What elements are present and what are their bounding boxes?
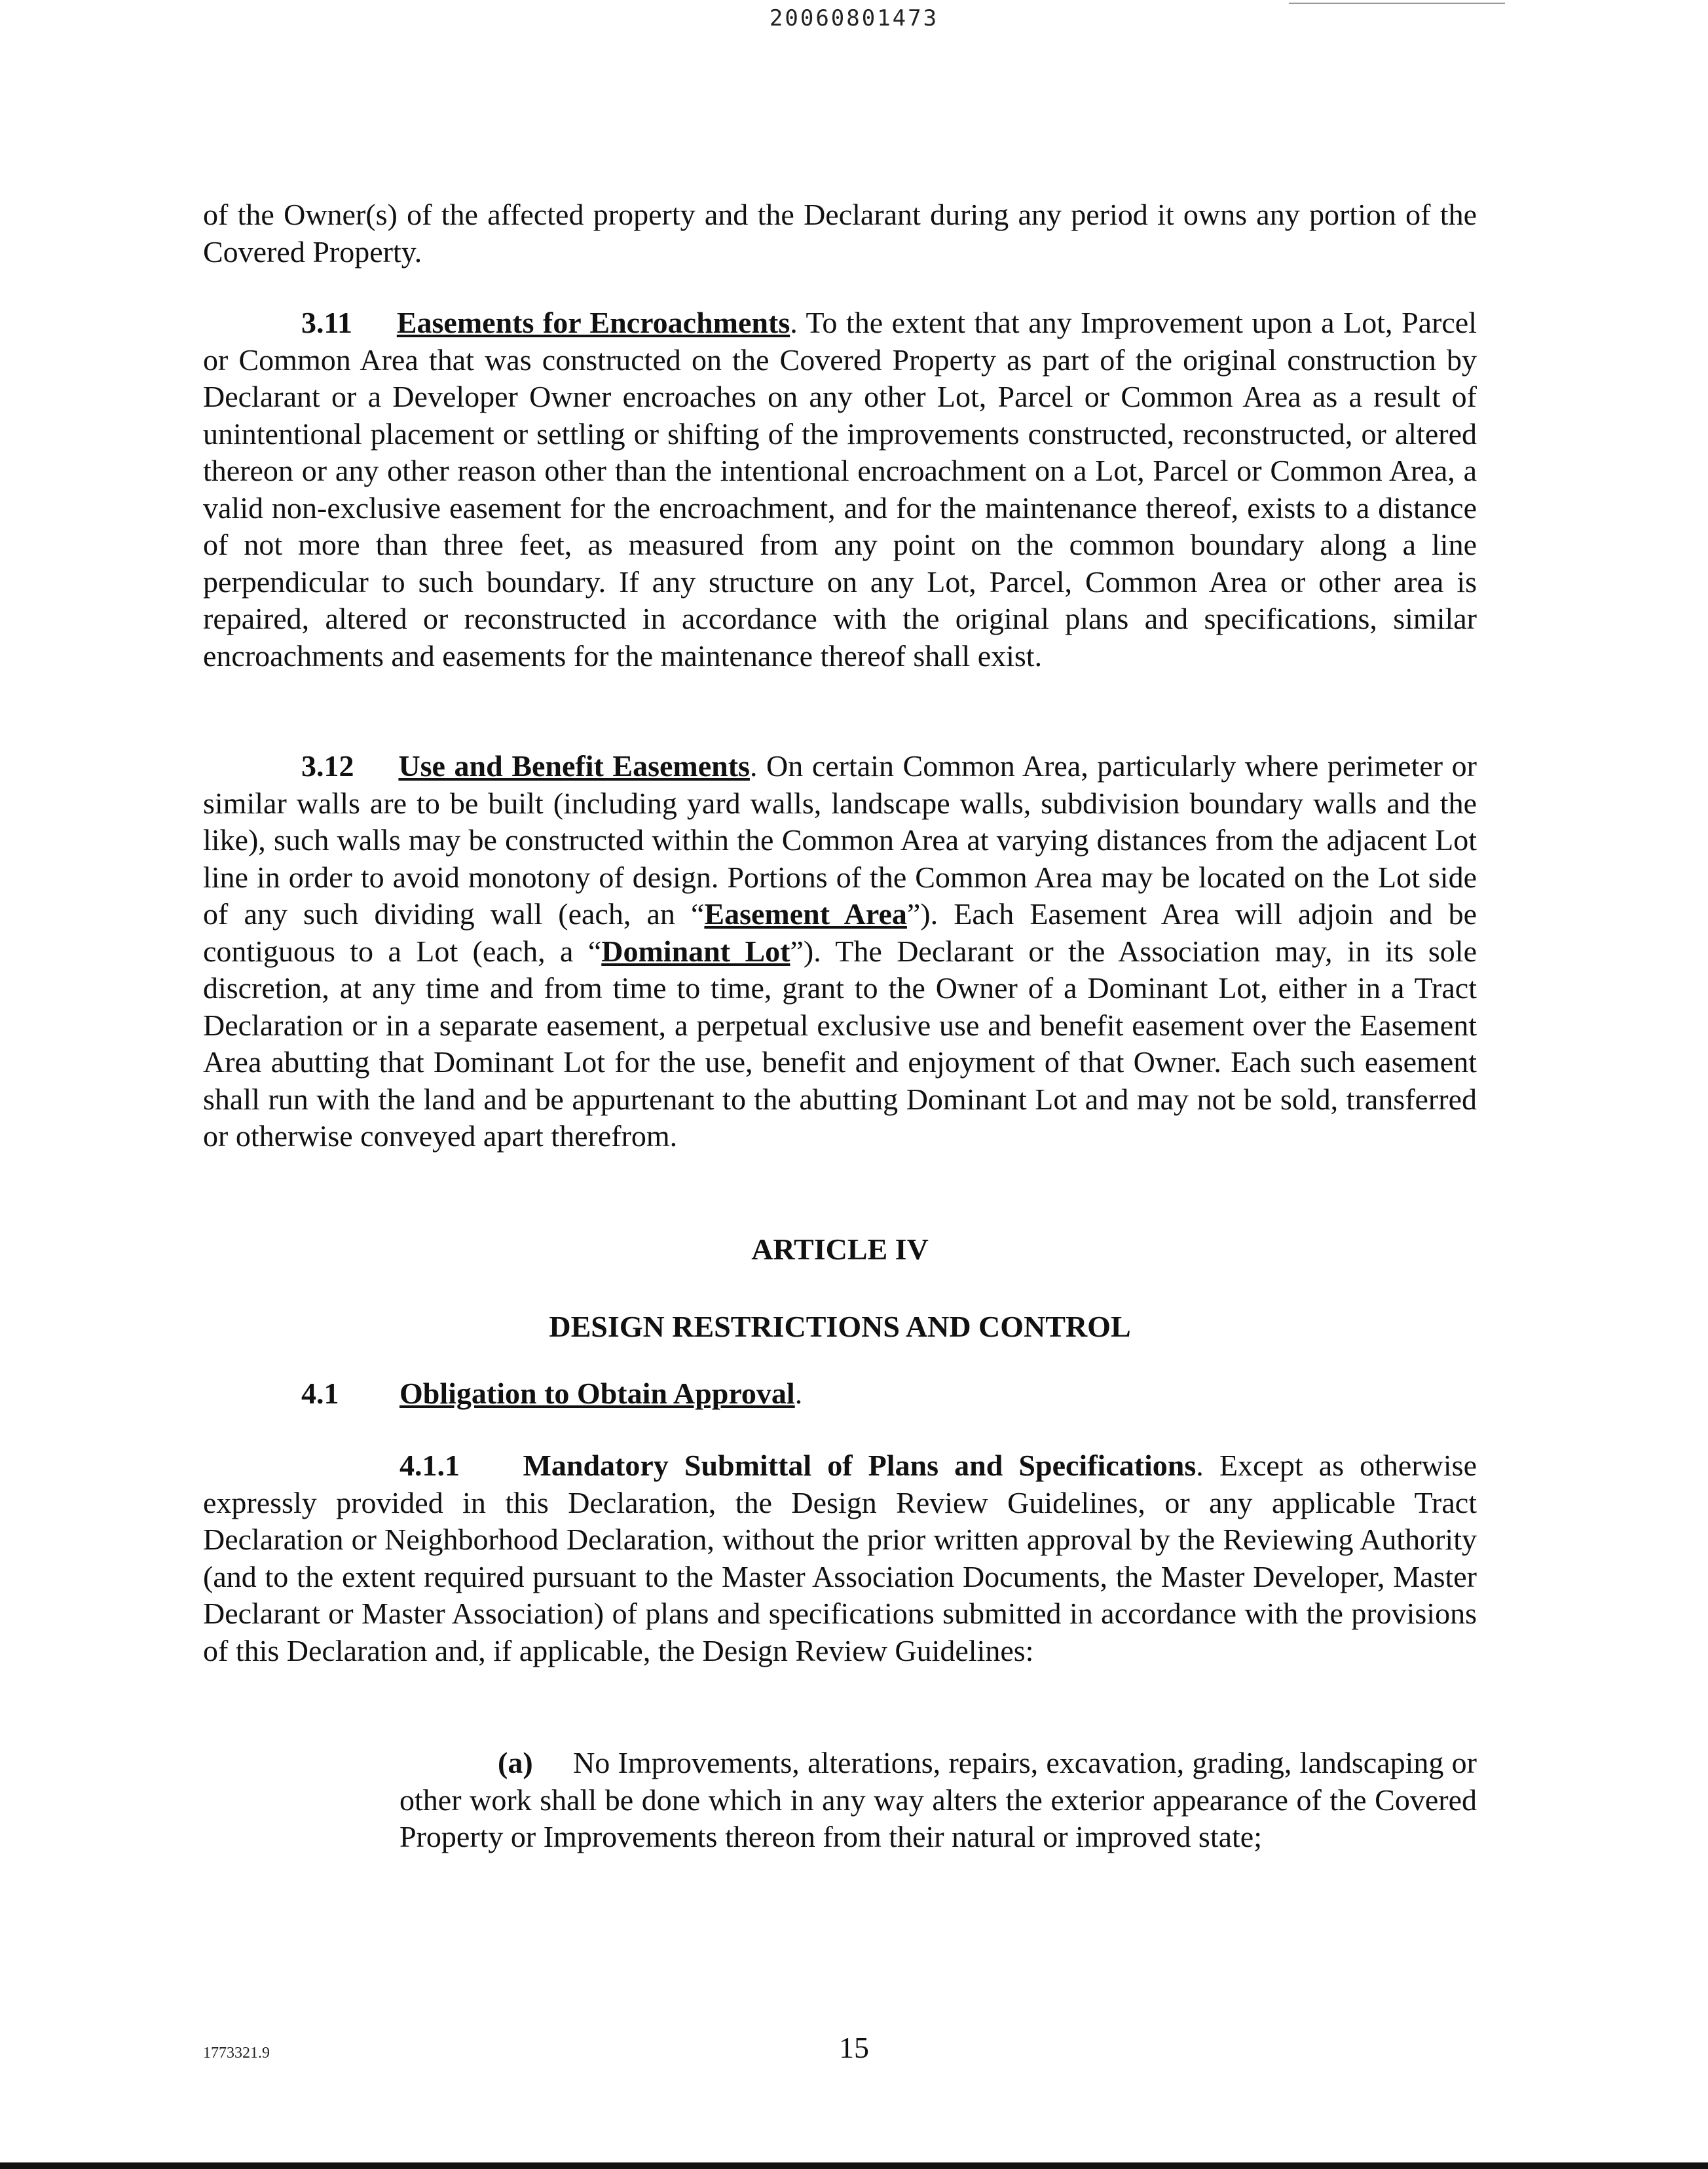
intro-text: of the Owner(s) of the affected property and the Declarant during any period it owns any portion of the Covered Property. <box>203 198 1477 269</box>
section-body: . To the extent that any Improvement upon a Lot, Parcel or Common Area that was constructed on the Covered Property as part of the original construction by Declarant or a Developer Owner encroaches on any other Lot, Parcel or Common Area as a result of unintentional placement or settling or shifting of the improvements constructed, reconstructed, or altered thereon or any other reason other than the intentional encroachment on a Lot, Parcel or Common Area, a valid non-exclusive easement for the encroachment, and for the maintenance thereof, exists to a distance of not more than three feet, as measured from any point on the common boundary along a line perpendicular to such boundary. If any structure on any Lot, Parcel, Common Area or other area is repaired, altered or reconstructed in accordance with the original plans and specifications, similar encroachments and easements for the maintenance thereof shall exist. <box>203 306 1477 673</box>
section-number: 4.1 <box>301 1377 339 1410</box>
section-3-12 <box>203 748 1477 1155</box>
page-number: 15 <box>839 2031 869 2064</box>
item-body: No Improvements, alterations, repairs, excavation, grading, landscaping or other work shall be done which in any way alters the exterior appearance of the Covered Property or Improvements thereon from their natural or improved state; <box>399 1746 1477 1853</box>
section-title: Obligation to Obtain Approval <box>399 1377 795 1410</box>
article-label: ARTICLE IV <box>751 1233 929 1266</box>
section-number: 4.1.1 <box>399 1449 460 1482</box>
item-label: (a) <box>498 1746 533 1779</box>
section-body: . Except as otherwise expressly provided in this Declaration, the Design Review Guidelines, or any applicable Tract Declaration or Neighborhood Declaration, without the prior written approval by the Reviewing Authority (and to the extent required pursuant to the Master Association Documents, the Master Developer, Master Declarant or Master Association) of plans and specifications submitted in accordance with the provisions of this Declaration and, if applicable, the Design Review Guidelines: <box>203 1449 1477 1667</box>
section-4-1-1 <box>203 1447 1477 1669</box>
section-period: . <box>794 1377 803 1410</box>
defined-term-easement-area: Easement Area <box>704 897 907 931</box>
section-3-11 <box>203 305 1477 675</box>
document-code: 1773321.9 <box>203 2045 270 2062</box>
header-rule <box>1289 3 1505 4</box>
bottom-border <box>0 2162 1708 2169</box>
section-title: Use and Benefit Easements <box>398 749 750 783</box>
section-body-part: ”). The Declarant or the Association may, in its sole discretion, at any time and from time to time, grant to the Owner of a Dominant Lot, either in a Tract Declaration or in a separate easement, a perpetual exclusive use and benefit easement over the Easement Area abutting that Dominant Lot for the use, benefit and enjoyment of that Owner. Each such easement shall run with the land and be appurtenant to the abutting Dominant Lot and may not be sold, transferred or otherwise conveyed apart therefrom. <box>203 934 1477 1153</box>
section-title: Mandatory Submittal of Plans and Specifications <box>523 1449 1197 1482</box>
item-a <box>399 1745 1477 1856</box>
recording-number: 20060801473 <box>769 5 939 31</box>
section-number: 3.11 <box>301 306 352 339</box>
defined-term-dominant-lot: Dominant Lot <box>601 934 790 968</box>
section-body-part: . On certain Common Area, particularly where perimeter or similar walls are to be built (including yard walls, landscape walls, subdivision boundary walls and the like), such walls may be constructed within the Common Area at varying distances from the adjacent Lot line in order to avoid monotony of design. Portions of the Common Area may be located on the Lot side of any such dividing wall (each, an “ <box>203 749 1477 931</box>
section-title: Easements for Encroachments <box>396 306 790 339</box>
section-body-part: ”). Each Easement Area will adjoin and be contiguous to a Lot (each, a “ <box>203 897 1477 968</box>
intro-paragraph <box>203 196 1477 270</box>
section-4-1-heading <box>301 1375 802 1412</box>
section-number: 3.12 <box>301 749 354 783</box>
article-title: DESIGN RESTRICTIONS AND CONTROL <box>549 1310 1131 1343</box>
